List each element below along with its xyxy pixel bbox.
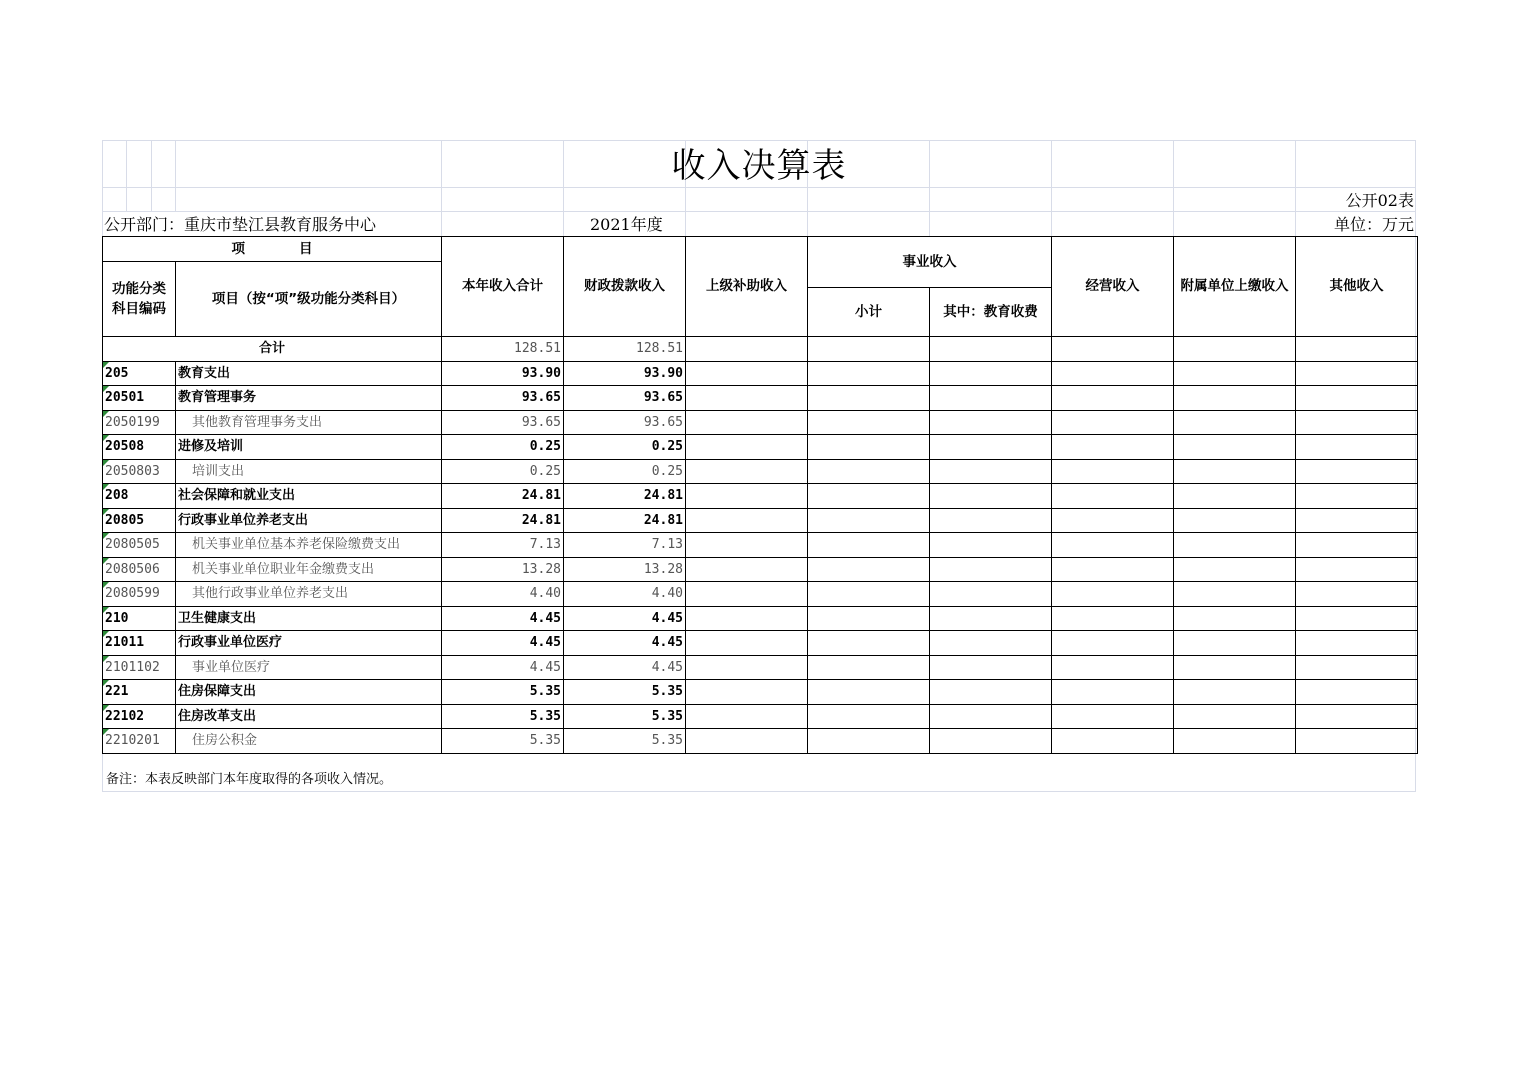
table-row xyxy=(103,459,1418,484)
row-total: 4.45 xyxy=(442,631,564,656)
total-fiscal: 128.51 xyxy=(564,337,686,362)
year-label: 2021年度 xyxy=(590,215,663,234)
empty-cell xyxy=(1296,533,1418,558)
row-fiscal: 93.90 xyxy=(564,361,686,386)
empty-cell xyxy=(686,386,808,411)
row-fiscal: 5.35 xyxy=(564,680,686,705)
empty-cell xyxy=(930,361,1052,386)
row-fiscal: 13.28 xyxy=(564,557,686,582)
row-code-text: 20501 xyxy=(105,390,145,406)
empty-cell xyxy=(930,435,1052,460)
empty-cell xyxy=(930,410,1052,435)
table-row xyxy=(103,484,1418,509)
table-row xyxy=(103,410,1418,435)
row-code xyxy=(103,361,176,386)
row-name: 卫生健康支出 xyxy=(176,606,442,631)
row-total: 7.13 xyxy=(442,533,564,558)
row-code-text: 20805 xyxy=(105,512,145,528)
empty-cell xyxy=(686,729,808,754)
row-fiscal: 24.81 xyxy=(564,484,686,509)
row-name: 其他行政事业单位养老支出 xyxy=(176,582,442,607)
row-fiscal: 4.45 xyxy=(564,606,686,631)
cell-error-indicator xyxy=(103,607,109,613)
row-total: 0.25 xyxy=(442,435,564,460)
row-code xyxy=(103,557,176,582)
empty-cell xyxy=(1174,631,1296,656)
empty-cell xyxy=(1174,410,1296,435)
header-other: 其他收入 xyxy=(1296,237,1418,337)
empty-cell xyxy=(1174,729,1296,754)
empty-cell xyxy=(1296,655,1418,680)
cell-error-indicator xyxy=(103,362,109,368)
row-total: 4.40 xyxy=(442,582,564,607)
row-name: 教育支出 xyxy=(176,361,442,386)
row-code-text: 2080505 xyxy=(105,537,160,553)
empty-cell xyxy=(808,459,930,484)
row-fiscal: 93.65 xyxy=(564,410,686,435)
row-code-text: 2101102 xyxy=(105,659,160,675)
table-row xyxy=(103,729,1418,754)
empty-cell xyxy=(1296,386,1418,411)
cell-error-indicator xyxy=(103,533,109,539)
row-fiscal: 0.25 xyxy=(564,435,686,460)
empty-cell xyxy=(1052,680,1174,705)
empty-cell xyxy=(686,508,808,533)
total-amount: 128.51 xyxy=(442,337,564,362)
cell-error-indicator xyxy=(103,386,109,392)
empty-cell xyxy=(808,361,930,386)
row-code-text: 21011 xyxy=(105,635,145,651)
row-code-text: 221 xyxy=(105,684,129,700)
header-code-line1: 功能分类 xyxy=(112,281,166,297)
row-name: 机关事业单位基本养老保险缴费支出 xyxy=(176,533,442,558)
header-fiscal: 财政拨款收入 xyxy=(564,237,686,337)
table-row xyxy=(103,361,1418,386)
empty-cell xyxy=(1174,386,1296,411)
row-code-text: 22102 xyxy=(105,708,145,724)
row-code-text: 210 xyxy=(105,610,129,626)
empty-cell xyxy=(808,582,930,607)
row-total: 24.81 xyxy=(442,508,564,533)
empty-cell xyxy=(1052,729,1174,754)
empty-cell xyxy=(1174,508,1296,533)
empty-cell xyxy=(1052,386,1174,411)
empty-cell xyxy=(1174,459,1296,484)
empty-cell xyxy=(808,606,930,631)
empty-cell xyxy=(686,557,808,582)
empty-cell xyxy=(1174,435,1296,460)
header-item-name: 项目（按“项”级功能分类科目） xyxy=(176,262,442,337)
empty-cell xyxy=(686,680,808,705)
row-total: 4.45 xyxy=(442,655,564,680)
empty-cell xyxy=(1296,435,1418,460)
empty-cell xyxy=(1052,435,1174,460)
row-code-text: 2080506 xyxy=(105,561,160,577)
empty-cell xyxy=(686,361,808,386)
page-title: 收入决算表 xyxy=(671,146,847,186)
empty-cell xyxy=(1174,533,1296,558)
row-code-text: 208 xyxy=(105,488,129,504)
row-code xyxy=(103,508,176,533)
total-row xyxy=(103,337,1418,362)
empty-cell xyxy=(1174,606,1296,631)
row-code xyxy=(103,410,176,435)
empty-cell xyxy=(808,410,930,435)
row-total: 5.35 xyxy=(442,729,564,754)
empty-cell xyxy=(808,729,930,754)
header-business: 事业收入 xyxy=(808,237,1052,288)
total-label: 合计 xyxy=(103,337,442,362)
table-id: 公开02表 xyxy=(1345,191,1414,210)
empty-cell xyxy=(930,386,1052,411)
row-fiscal: 7.13 xyxy=(564,533,686,558)
row-name: 社会保障和就业支出 xyxy=(176,484,442,509)
cell-error-indicator xyxy=(103,656,109,662)
empty-cell xyxy=(930,533,1052,558)
row-name: 行政事业单位医疗 xyxy=(176,631,442,656)
empty-cell xyxy=(1296,410,1418,435)
row-code xyxy=(103,484,176,509)
header-total: 本年收入合计 xyxy=(442,237,564,337)
row-code xyxy=(103,533,176,558)
row-code-text: 2050199 xyxy=(105,414,160,430)
cell-error-indicator xyxy=(103,680,109,686)
empty-cell xyxy=(930,655,1052,680)
empty-cell xyxy=(808,533,930,558)
empty-cell xyxy=(1052,606,1174,631)
footnote: 备注：本表反映部门本年度取得的各项收入情况。 xyxy=(106,772,393,787)
row-name: 培训支出 xyxy=(176,459,442,484)
row-code-text: 2210201 xyxy=(105,733,160,749)
department-label: 公开部门：重庆市垫江县教育服务中心 xyxy=(104,215,377,234)
row-code xyxy=(103,582,176,607)
empty-cell xyxy=(1052,704,1174,729)
row-name: 其他教育管理事务支出 xyxy=(176,410,442,435)
empty-cell xyxy=(1296,557,1418,582)
table-row xyxy=(103,631,1418,656)
empty-cell xyxy=(1174,361,1296,386)
row-total: 93.65 xyxy=(442,410,564,435)
row-code-text: 20508 xyxy=(105,439,145,455)
empty-cell xyxy=(1174,680,1296,705)
row-total: 93.65 xyxy=(442,386,564,411)
row-code xyxy=(103,729,176,754)
empty-cell xyxy=(1052,361,1174,386)
empty-cell xyxy=(808,435,930,460)
empty-cell xyxy=(686,484,808,509)
empty-cell xyxy=(808,655,930,680)
header-edu-fee: 其中：教育收费 xyxy=(930,288,1052,337)
empty-cell xyxy=(1052,582,1174,607)
header-subtotal: 小计 xyxy=(808,288,930,337)
empty-cell xyxy=(686,606,808,631)
empty-cell xyxy=(1296,729,1418,754)
spreadsheet xyxy=(102,140,1416,792)
row-code xyxy=(103,680,176,705)
empty-cell xyxy=(1296,484,1418,509)
cell-error-indicator xyxy=(103,582,109,588)
row-total: 4.45 xyxy=(442,606,564,631)
header-operation: 经营收入 xyxy=(1052,237,1174,337)
empty-cell xyxy=(1296,680,1418,705)
row-code xyxy=(103,459,176,484)
empty-cell xyxy=(1296,631,1418,656)
row-code xyxy=(103,631,176,656)
table-row xyxy=(103,606,1418,631)
empty-cell xyxy=(930,582,1052,607)
empty-cell xyxy=(1296,459,1418,484)
table-row xyxy=(103,582,1418,607)
empty-cell xyxy=(930,704,1052,729)
income-table xyxy=(102,236,1418,754)
row-fiscal: 0.25 xyxy=(564,459,686,484)
row-total: 24.81 xyxy=(442,484,564,509)
empty-cell xyxy=(686,704,808,729)
empty-cell xyxy=(1052,459,1174,484)
cell-error-indicator xyxy=(103,411,109,417)
empty-cell xyxy=(1174,582,1296,607)
row-name: 教育管理事务 xyxy=(176,386,442,411)
empty-cell xyxy=(930,729,1052,754)
empty-cell xyxy=(686,459,808,484)
header-affiliated: 附属单位上缴收入 xyxy=(1174,237,1296,337)
row-fiscal: 4.40 xyxy=(564,582,686,607)
table-row xyxy=(103,655,1418,680)
empty-cell xyxy=(930,557,1052,582)
empty-cell xyxy=(930,631,1052,656)
row-code-text: 2080599 xyxy=(105,586,160,602)
empty-cell xyxy=(930,508,1052,533)
row-fiscal: 4.45 xyxy=(564,631,686,656)
cell-error-indicator xyxy=(103,631,109,637)
row-code-text: 205 xyxy=(105,365,129,381)
header-code-line2: 科目编码 xyxy=(112,301,166,317)
empty-cell xyxy=(1052,557,1174,582)
header-item: 项 目 xyxy=(103,237,442,262)
cell-error-indicator xyxy=(103,705,109,711)
empty-cell xyxy=(1052,508,1174,533)
cell-error-indicator xyxy=(103,558,109,564)
row-code-text: 2050803 xyxy=(105,463,160,479)
table-row xyxy=(103,704,1418,729)
empty-cell xyxy=(686,582,808,607)
row-fiscal: 5.35 xyxy=(564,704,686,729)
cell-error-indicator xyxy=(103,484,109,490)
empty-cell xyxy=(930,680,1052,705)
row-total: 93.90 xyxy=(442,361,564,386)
row-name: 住房公积金 xyxy=(176,729,442,754)
empty-cell xyxy=(1296,508,1418,533)
row-fiscal: 24.81 xyxy=(564,508,686,533)
empty-cell xyxy=(1174,704,1296,729)
empty-cell xyxy=(1296,606,1418,631)
table-body xyxy=(103,337,1418,754)
row-name: 住房改革支出 xyxy=(176,704,442,729)
cell-error-indicator xyxy=(103,460,109,466)
empty-cell xyxy=(1052,631,1174,656)
empty-cell xyxy=(1174,484,1296,509)
row-name: 机关事业单位职业年金缴费支出 xyxy=(176,557,442,582)
row-name: 住房保障支出 xyxy=(176,680,442,705)
row-code xyxy=(103,655,176,680)
row-name: 行政事业单位养老支出 xyxy=(176,508,442,533)
empty-cell xyxy=(1296,582,1418,607)
empty-cell xyxy=(808,386,930,411)
cell-error-indicator xyxy=(103,729,109,735)
table-row xyxy=(103,508,1418,533)
table-row xyxy=(103,386,1418,411)
row-code xyxy=(103,386,176,411)
empty-cell xyxy=(930,484,1052,509)
empty-cell xyxy=(686,533,808,558)
empty-cell xyxy=(930,459,1052,484)
empty-cell xyxy=(808,680,930,705)
empty-cell xyxy=(686,631,808,656)
empty-cell xyxy=(1052,484,1174,509)
table-row xyxy=(103,533,1418,558)
table-row xyxy=(103,557,1418,582)
row-code xyxy=(103,704,176,729)
row-total: 5.35 xyxy=(442,680,564,705)
cell-error-indicator xyxy=(103,509,109,515)
row-name: 进修及培训 xyxy=(176,435,442,460)
empty-cell xyxy=(1296,704,1418,729)
row-total: 5.35 xyxy=(442,704,564,729)
empty-cell xyxy=(686,410,808,435)
header-code xyxy=(103,262,176,337)
row-total: 0.25 xyxy=(442,459,564,484)
empty-cell xyxy=(808,484,930,509)
empty-cell xyxy=(1052,655,1174,680)
empty-cell xyxy=(686,655,808,680)
row-name: 事业单位医疗 xyxy=(176,655,442,680)
empty-cell xyxy=(1174,557,1296,582)
row-code xyxy=(103,606,176,631)
empty-cell xyxy=(930,606,1052,631)
empty-cell xyxy=(808,508,930,533)
row-fiscal: 93.65 xyxy=(564,386,686,411)
empty-cell xyxy=(808,631,930,656)
row-total: 13.28 xyxy=(442,557,564,582)
empty-cell xyxy=(1296,361,1418,386)
table-row xyxy=(103,435,1418,460)
row-fiscal: 5.35 xyxy=(564,729,686,754)
cell-error-indicator xyxy=(103,435,109,441)
empty-cell xyxy=(1174,655,1296,680)
empty-cell xyxy=(686,435,808,460)
header-upper: 上级补助收入 xyxy=(686,237,808,337)
row-fiscal: 4.45 xyxy=(564,655,686,680)
unit-label: 单位：万元 xyxy=(1333,215,1414,234)
empty-cell xyxy=(808,704,930,729)
table-row xyxy=(103,680,1418,705)
empty-cell xyxy=(1052,410,1174,435)
empty-cell xyxy=(808,557,930,582)
row-code xyxy=(103,435,176,460)
empty-cell xyxy=(1052,533,1174,558)
